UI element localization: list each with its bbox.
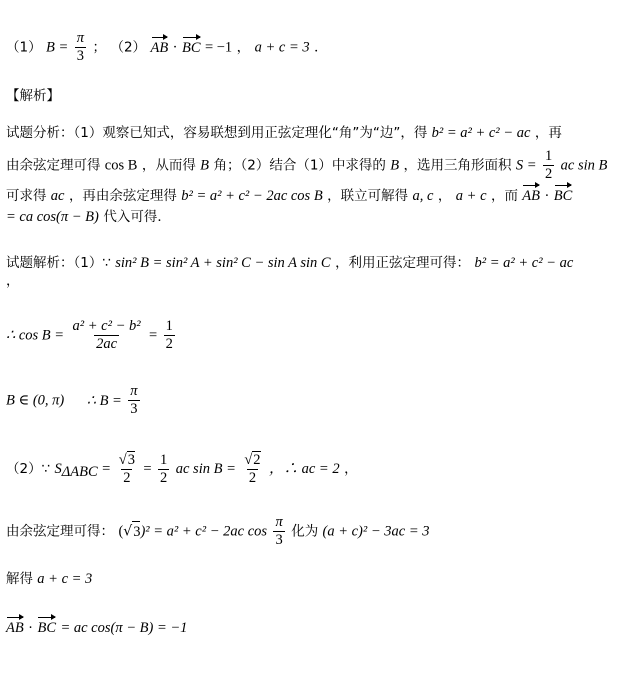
- part2-value: = −1: [204, 39, 233, 56]
- area-line: （2）∵ $S_{\Delta ABC}$ = $\frac{√3}{2}$ = $\frac{1}{2}$ ac sin B = $\frac{√2}{2}$ ，∴ ac = 2 ，: [6, 451, 358, 486]
- solution-line-1-comma: ，: [6, 273, 20, 289]
- answer-line: （1） B = $\frac{\pi}{3}$ ； （2） AB · BC = −1 ， a + c = 3 ．: [6, 30, 328, 64]
- solve-line: 解得 a + c = 3: [6, 571, 93, 587]
- part2-sum: a + c = 3: [254, 39, 310, 56]
- pi-over-3: $\frac{\pi}{3}$: [130, 383, 138, 417]
- part1-fraction: $\frac{\pi}{3}$: [76, 30, 85, 64]
- part1-label: （1）: [6, 39, 42, 56]
- vector-ab: AB: [522, 188, 540, 204]
- half-fraction: $\frac{1}{2}$: [165, 318, 173, 352]
- sine-identity: sin² B = sin² A + sin² C − sin A sin C: [115, 255, 331, 271]
- sqrt3-over-2: $\frac{√3}{2}$: [118, 452, 135, 486]
- half-fraction: $\frac{1}{2}$: [160, 451, 168, 486]
- range-line: B ∈ (0, π) ∴ B = $\frac{\pi}{3}$: [6, 383, 138, 417]
- method-formula-1: b² = a² + c² − ac: [431, 125, 531, 141]
- vector-bc: BC: [181, 39, 201, 56]
- method-formula-2: b² = a² + c² − 2ac cos B: [181, 188, 323, 204]
- method-line-4: = ca cos(π − B) 代入可得．: [6, 209, 171, 225]
- final-line: AB · BC = ac cos(π − B) = −1: [6, 620, 188, 636]
- method-line-1: 试题分析：（1）观察已知式，容易联想到用正弦定理化“角”为“边”，得 b² = a² + c² − ac ，再: [6, 125, 562, 141]
- pi-over-3: $\frac{\pi}{3}$: [275, 514, 283, 548]
- sqrt2-over-2: $\frac{√2}{2}$: [244, 452, 261, 486]
- cosine-law-line: 由余弦定理可得： (√3)² = a² + c² − 2ac cos $\frac{\pi}{3}$ 化为 (a + c)² − 3ac = 3: [6, 514, 430, 548]
- analysis-heading: 【解析】: [6, 88, 60, 104]
- vector-ab: AB: [6, 620, 24, 636]
- part2-label: （2）: [110, 39, 147, 56]
- method-line-2: 由余弦定理可得 cos B ，从而得 B 角；（2）结合（1）中求得的 B ，选用三角形面积 S = $\frac{1}{2}$ ac sin B: [6, 148, 608, 182]
- half-fraction: $\frac{1}{2}$: [544, 148, 553, 182]
- cosine-result-line: ∴ cos B = $\frac{\text{a² + c² − b²}}{2ac}$ = $\frac{1}{2}$: [6, 318, 173, 352]
- dot-operator: ·: [172, 39, 178, 56]
- cosine-fraction: $\frac{\text{a² + c² − b²}}{2ac}$: [72, 318, 141, 352]
- answer-separator: ；: [92, 39, 106, 56]
- vector-bc: BC: [37, 620, 56, 636]
- part1-expr: B =: [46, 39, 69, 56]
- solution-line-1: 试题解析：（1）∵ sin² B = sin² A + sin² C − sin A sin C ，利用正弦定理可得： b² = a² + c² − ac: [6, 255, 574, 271]
- method-line-3: 可求得 ac ，再由余弦定理得 b² = a² + c² − 2ac cos B ，联立可解得 a, c ， a + c ，而 AB · BC: [6, 188, 573, 204]
- vector-bc: BC: [553, 188, 573, 204]
- vector-ab: AB: [150, 39, 169, 56]
